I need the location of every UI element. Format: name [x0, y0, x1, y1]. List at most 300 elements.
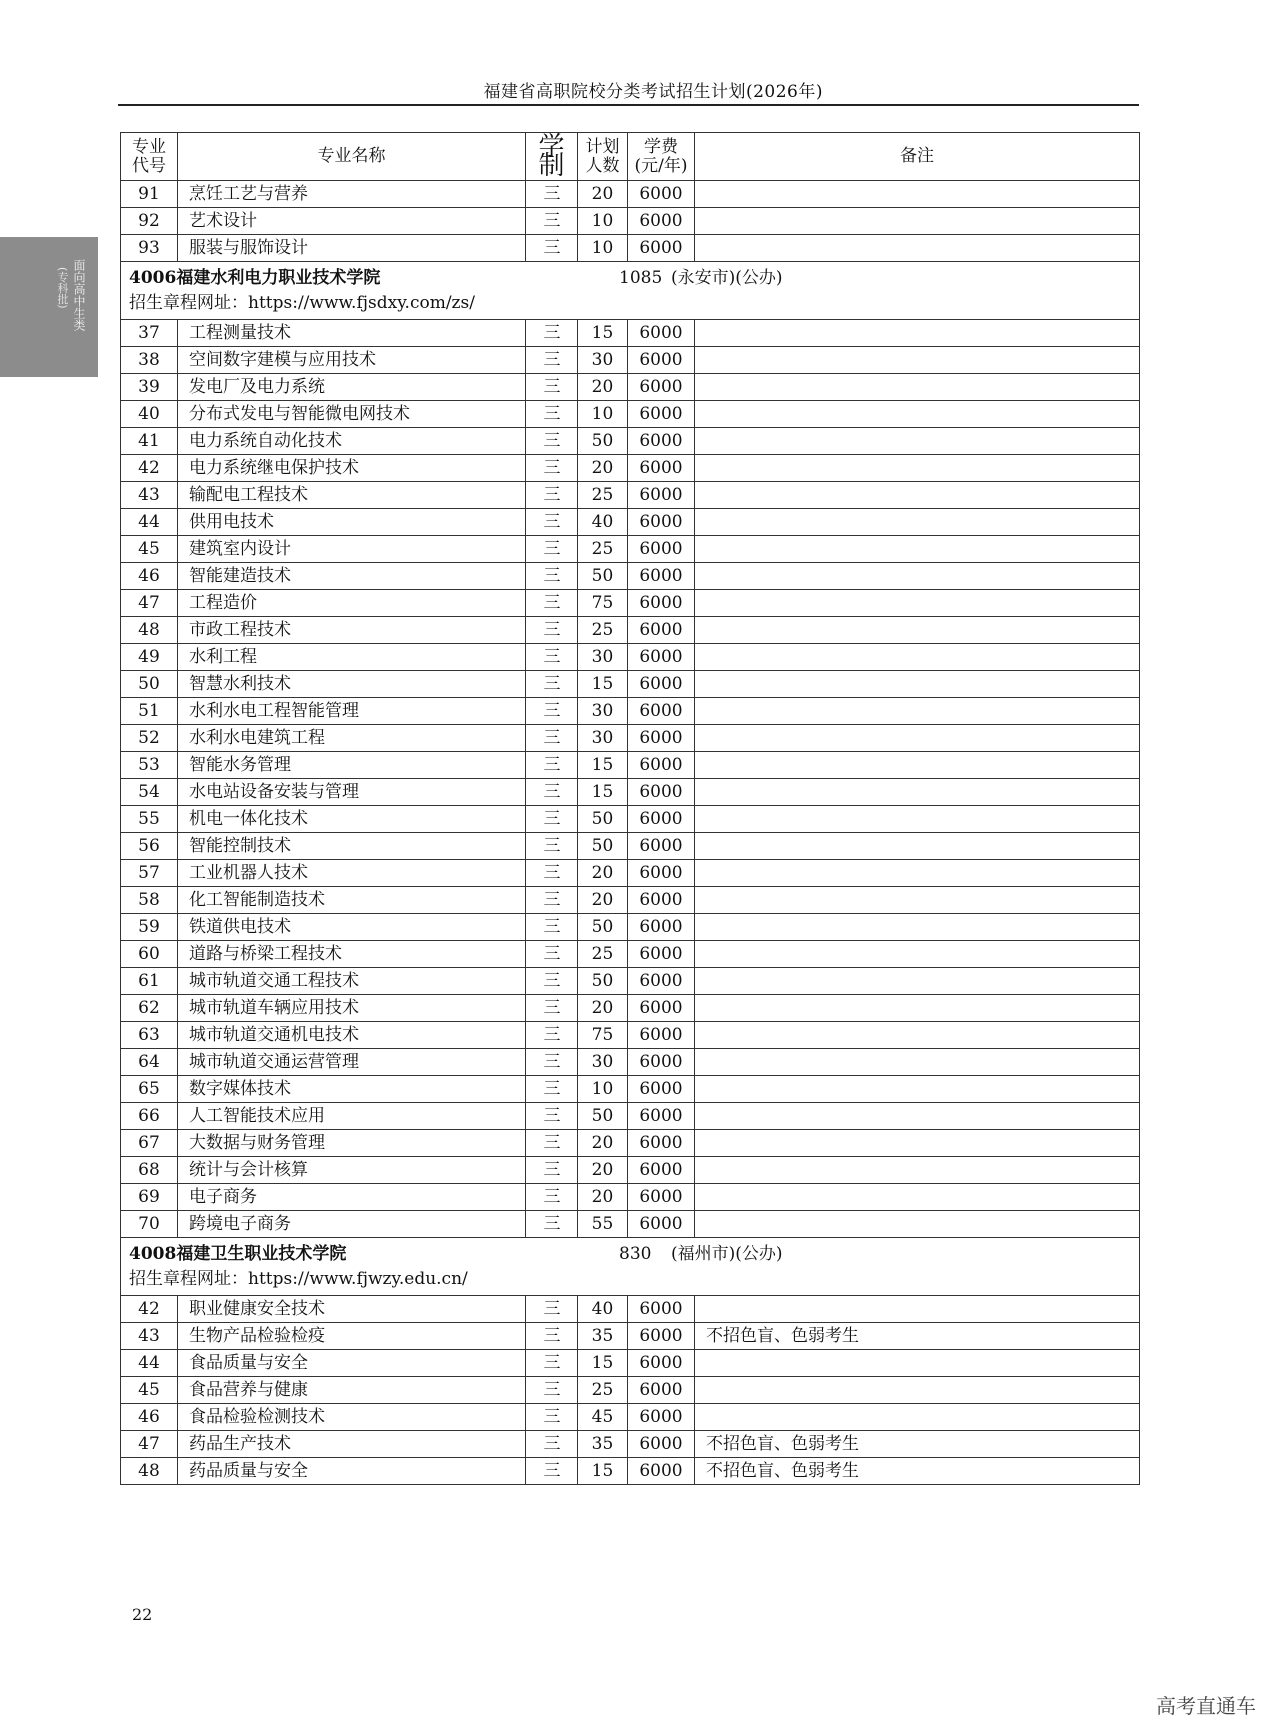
note-cell	[695, 779, 1140, 806]
page-header	[118, 66, 1139, 106]
plan-quota-cell: 10	[578, 1076, 628, 1103]
major-name-cell: 食品检验检测技术	[178, 1404, 526, 1431]
section-side-tab	[0, 237, 98, 377]
side-tab-label: 面向高中生类	[72, 259, 86, 331]
note-cell	[695, 1157, 1140, 1184]
table-row	[121, 860, 1140, 887]
note-cell	[695, 482, 1140, 509]
col-header-duration: 学制	[526, 133, 578, 181]
note-cell	[695, 208, 1140, 235]
table-row	[121, 1157, 1140, 1184]
table-row	[121, 590, 1140, 617]
major-name-cell: 药品质量与安全	[178, 1458, 526, 1485]
major-code-cell: 45	[121, 536, 178, 563]
school-header-row	[121, 262, 1140, 320]
plan-quota-cell: 20	[578, 1130, 628, 1157]
table-row	[121, 374, 1140, 401]
table-row	[121, 235, 1140, 262]
plan-quota-cell: 50	[578, 1103, 628, 1130]
duration-cell: 三	[526, 725, 578, 752]
note-cell	[695, 1211, 1140, 1238]
major-name-cell: 服装与服饰设计	[178, 235, 526, 262]
tuition-cell: 6000	[628, 401, 695, 428]
note-cell	[695, 752, 1140, 779]
note-cell	[695, 347, 1140, 374]
plan-quota-cell: 15	[578, 320, 628, 347]
plan-quota-cell: 20	[578, 1157, 628, 1184]
note-cell	[695, 725, 1140, 752]
tuition-cell: 6000	[628, 914, 695, 941]
duration-cell: 三	[526, 806, 578, 833]
school-name: 4006福建水利电力职业技术学院	[129, 268, 381, 288]
plan-quota-cell: 30	[578, 725, 628, 752]
table-body	[121, 181, 1140, 1485]
table-row	[121, 806, 1140, 833]
plan-quota-cell: 30	[578, 698, 628, 725]
plan-quota-cell: 15	[578, 671, 628, 698]
note-cell: 不招色盲、色弱考生	[695, 1431, 1140, 1458]
major-name-cell: 大数据与财务管理	[178, 1130, 526, 1157]
major-code-cell: 91	[121, 181, 178, 208]
plan-quota-cell: 25	[578, 941, 628, 968]
plan-quota-cell: 15	[578, 1458, 628, 1485]
tuition-cell: 6000	[628, 671, 695, 698]
duration-cell: 三	[526, 428, 578, 455]
major-code-cell: 48	[121, 1458, 178, 1485]
duration-cell: 三	[526, 563, 578, 590]
major-code-cell: 54	[121, 779, 178, 806]
plan-quota-cell: 20	[578, 887, 628, 914]
plan-quota-cell: 30	[578, 644, 628, 671]
duration-cell: 三	[526, 1022, 578, 1049]
tuition-cell: 6000	[628, 235, 695, 262]
table-row	[121, 995, 1140, 1022]
note-cell	[695, 1404, 1140, 1431]
major-code-cell: 39	[121, 374, 178, 401]
plan-quota-cell: 40	[578, 509, 628, 536]
tuition-cell: 6000	[628, 563, 695, 590]
school-info-cell	[121, 1238, 1140, 1296]
note-cell	[695, 617, 1140, 644]
plan-quota-cell: 10	[578, 401, 628, 428]
major-code-cell: 61	[121, 968, 178, 995]
note-cell	[695, 590, 1140, 617]
school-quota: 1085	[619, 268, 663, 288]
tuition-cell: 6000	[628, 617, 695, 644]
school-location: (福州市)(公办)	[671, 1244, 783, 1264]
major-code-cell: 43	[121, 1323, 178, 1350]
major-code-cell: 41	[121, 428, 178, 455]
major-name-cell: 铁道供电技术	[178, 914, 526, 941]
major-name-cell: 食品质量与安全	[178, 1350, 526, 1377]
duration-cell: 三	[526, 698, 578, 725]
duration-cell: 三	[526, 374, 578, 401]
note-cell: 不招色盲、色弱考生	[695, 1323, 1140, 1350]
table-row	[121, 1296, 1140, 1323]
major-code-cell: 46	[121, 1404, 178, 1431]
table-row	[121, 1377, 1140, 1404]
note-cell	[695, 833, 1140, 860]
col-header-tuition: 学费 (元/年)	[628, 133, 695, 181]
tuition-cell: 6000	[628, 995, 695, 1022]
table-row	[121, 1404, 1140, 1431]
plan-quota-cell: 20	[578, 455, 628, 482]
table-row	[121, 482, 1140, 509]
note-cell	[695, 887, 1140, 914]
table-row	[121, 401, 1140, 428]
major-name-cell: 水利水电工程智能管理	[178, 698, 526, 725]
tuition-cell: 6000	[628, 536, 695, 563]
table-row	[121, 671, 1140, 698]
tuition-cell: 6000	[628, 941, 695, 968]
duration-cell: 三	[526, 1350, 578, 1377]
duration-cell: 三	[526, 1049, 578, 1076]
plan-quota-cell: 20	[578, 995, 628, 1022]
tuition-cell: 6000	[628, 833, 695, 860]
table-row	[121, 1350, 1140, 1377]
plan-quota-cell: 15	[578, 1350, 628, 1377]
note-cell	[695, 671, 1140, 698]
duration-cell: 三	[526, 347, 578, 374]
tuition-cell: 6000	[628, 698, 695, 725]
table-row	[121, 1103, 1140, 1130]
table-row	[121, 1049, 1140, 1076]
major-name-cell: 电力系统继电保护技术	[178, 455, 526, 482]
plan-quota-cell: 15	[578, 752, 628, 779]
major-name-cell: 输配电工程技术	[178, 482, 526, 509]
note-cell	[695, 941, 1140, 968]
major-code-cell: 49	[121, 644, 178, 671]
note-cell	[695, 428, 1140, 455]
duration-cell: 三	[526, 1458, 578, 1485]
major-name-cell: 智能水务管理	[178, 752, 526, 779]
plan-quota-cell: 50	[578, 563, 628, 590]
duration-cell: 三	[526, 482, 578, 509]
major-code-cell: 40	[121, 401, 178, 428]
note-cell: 不招色盲、色弱考生	[695, 1458, 1140, 1485]
major-code-cell: 64	[121, 1049, 178, 1076]
major-name-cell: 电子商务	[178, 1184, 526, 1211]
note-cell	[695, 968, 1140, 995]
major-name-cell: 建筑室内设计	[178, 536, 526, 563]
major-name-cell: 智慧水利技术	[178, 671, 526, 698]
major-name-cell: 工程测量技术	[178, 320, 526, 347]
major-name-cell: 城市轨道交通工程技术	[178, 968, 526, 995]
duration-cell: 三	[526, 914, 578, 941]
watermark-text: 高考直通车	[1156, 1694, 1256, 1718]
note-cell	[695, 644, 1140, 671]
note-cell	[695, 1076, 1140, 1103]
major-code-cell: 38	[121, 347, 178, 374]
school-url: 招生章程网址：https://www.fjsdxy.com/zs/	[129, 293, 475, 313]
table-header-row	[121, 133, 1140, 181]
plan-quota-cell: 35	[578, 1431, 628, 1458]
major-name-cell: 供用电技术	[178, 509, 526, 536]
major-name-cell: 药品生产技术	[178, 1431, 526, 1458]
table-row	[121, 1211, 1140, 1238]
note-cell	[695, 806, 1140, 833]
note-cell	[695, 1350, 1140, 1377]
table-row	[121, 1431, 1140, 1458]
duration-cell: 三	[526, 1184, 578, 1211]
duration-cell: 三	[526, 617, 578, 644]
table-row	[121, 563, 1140, 590]
major-name-cell: 数字媒体技术	[178, 1076, 526, 1103]
note-cell	[695, 181, 1140, 208]
table-row	[121, 941, 1140, 968]
table-row	[121, 833, 1140, 860]
school-location: (永安市)(公办)	[671, 268, 783, 288]
major-name-cell: 烹饪工艺与营养	[178, 181, 526, 208]
major-name-cell: 电力系统自动化技术	[178, 428, 526, 455]
duration-cell: 三	[526, 1103, 578, 1130]
major-name-cell: 统计与会计核算	[178, 1157, 526, 1184]
plan-quota-cell: 10	[578, 208, 628, 235]
duration-cell: 三	[526, 320, 578, 347]
duration-cell: 三	[526, 1377, 578, 1404]
major-name-cell: 水电站设备安装与管理	[178, 779, 526, 806]
note-cell	[695, 1184, 1140, 1211]
duration-cell: 三	[526, 644, 578, 671]
tuition-cell: 6000	[628, 482, 695, 509]
table-row	[121, 347, 1140, 374]
major-code-cell: 42	[121, 455, 178, 482]
plan-quota-cell: 55	[578, 1211, 628, 1238]
table-row	[121, 509, 1140, 536]
tuition-cell: 6000	[628, 428, 695, 455]
major-code-cell: 50	[121, 671, 178, 698]
major-code-cell: 58	[121, 887, 178, 914]
note-cell	[695, 1296, 1140, 1323]
tuition-cell: 6000	[628, 1103, 695, 1130]
tuition-cell: 6000	[628, 1076, 695, 1103]
tuition-cell: 6000	[628, 1323, 695, 1350]
major-name-cell: 空间数字建模与应用技术	[178, 347, 526, 374]
plan-quota-cell: 25	[578, 617, 628, 644]
note-cell	[695, 1103, 1140, 1130]
tuition-cell: 6000	[628, 1458, 695, 1485]
major-name-cell: 艺术设计	[178, 208, 526, 235]
table-row	[121, 208, 1140, 235]
note-cell	[695, 235, 1140, 262]
plan-quota-cell: 20	[578, 1184, 628, 1211]
major-code-cell: 59	[121, 914, 178, 941]
plan-quota-cell: 20	[578, 860, 628, 887]
table-row	[121, 725, 1140, 752]
plan-quota-cell: 75	[578, 1022, 628, 1049]
tuition-cell: 6000	[628, 374, 695, 401]
table-row	[121, 181, 1140, 208]
tuition-cell: 6000	[628, 644, 695, 671]
duration-cell: 三	[526, 536, 578, 563]
col-header-note: 备注	[695, 133, 1140, 181]
note-cell	[695, 455, 1140, 482]
tuition-cell: 6000	[628, 455, 695, 482]
major-code-cell: 57	[121, 860, 178, 887]
plan-quota-cell: 25	[578, 536, 628, 563]
tuition-cell: 6000	[628, 806, 695, 833]
plan-quota-cell: 40	[578, 1296, 628, 1323]
table-row	[121, 1130, 1140, 1157]
duration-cell: 三	[526, 401, 578, 428]
plan-quota-cell: 25	[578, 1377, 628, 1404]
major-name-cell: 发电厂及电力系统	[178, 374, 526, 401]
tuition-cell: 6000	[628, 590, 695, 617]
major-code-cell: 52	[121, 725, 178, 752]
major-code-cell: 53	[121, 752, 178, 779]
duration-cell: 三	[526, 860, 578, 887]
major-code-cell: 48	[121, 617, 178, 644]
school-quota: 830	[619, 1244, 652, 1264]
note-cell	[695, 320, 1140, 347]
note-cell	[695, 563, 1140, 590]
major-name-cell: 工业机器人技术	[178, 860, 526, 887]
school-name: 4008福建卫生职业技术学院	[129, 1244, 347, 1264]
note-cell	[695, 860, 1140, 887]
major-code-cell: 92	[121, 208, 178, 235]
tuition-cell: 6000	[628, 1049, 695, 1076]
table-row	[121, 887, 1140, 914]
duration-cell: 三	[526, 455, 578, 482]
major-name-cell: 市政工程技术	[178, 617, 526, 644]
major-code-cell: 60	[121, 941, 178, 968]
major-code-cell: 68	[121, 1157, 178, 1184]
duration-cell: 三	[526, 509, 578, 536]
major-name-cell: 城市轨道交通机电技术	[178, 1022, 526, 1049]
tuition-cell: 6000	[628, 887, 695, 914]
col-header-code: 专业 代号	[121, 133, 178, 181]
plan-quota-cell: 20	[578, 181, 628, 208]
major-name-cell: 工程造价	[178, 590, 526, 617]
major-code-cell: 70	[121, 1211, 178, 1238]
tuition-cell: 6000	[628, 1404, 695, 1431]
plan-quota-cell: 35	[578, 1323, 628, 1350]
duration-cell: 三	[526, 1323, 578, 1350]
col-header-major: 专业名称	[178, 133, 526, 181]
major-code-cell: 55	[121, 806, 178, 833]
duration-cell: 三	[526, 1211, 578, 1238]
plan-quota-cell: 50	[578, 806, 628, 833]
major-code-cell: 56	[121, 833, 178, 860]
table-row	[121, 779, 1140, 806]
plan-quota-cell: 30	[578, 1049, 628, 1076]
table-row	[121, 1323, 1140, 1350]
tuition-cell: 6000	[628, 725, 695, 752]
plan-quota-cell: 75	[578, 590, 628, 617]
major-name-cell: 生物产品检验检疫	[178, 1323, 526, 1350]
note-cell	[695, 698, 1140, 725]
tuition-cell: 6000	[628, 1377, 695, 1404]
tuition-cell: 6000	[628, 347, 695, 374]
page-title: 福建省高职院校分类考试招生计划(2026年)	[483, 82, 823, 102]
major-code-cell: 45	[121, 1377, 178, 1404]
table-row	[121, 914, 1140, 941]
duration-cell: 三	[526, 1404, 578, 1431]
duration-cell: 三	[526, 1296, 578, 1323]
tuition-cell: 6000	[628, 1022, 695, 1049]
major-name-cell: 智能控制技术	[178, 833, 526, 860]
duration-cell: 三	[526, 1130, 578, 1157]
major-code-cell: 46	[121, 563, 178, 590]
major-name-cell: 城市轨道交通运营管理	[178, 1049, 526, 1076]
table-row	[121, 698, 1140, 725]
table-row	[121, 1184, 1140, 1211]
duration-cell: 三	[526, 779, 578, 806]
table-row	[121, 320, 1140, 347]
duration-cell: 三	[526, 208, 578, 235]
major-name-cell: 跨境电子商务	[178, 1211, 526, 1238]
school-info-cell	[121, 262, 1140, 320]
tuition-cell: 6000	[628, 1130, 695, 1157]
plan-quota-cell: 30	[578, 347, 628, 374]
side-tab-sublabel: (专科批)	[56, 267, 69, 309]
major-code-cell: 93	[121, 235, 178, 262]
tuition-cell: 6000	[628, 509, 695, 536]
tuition-cell: 6000	[628, 181, 695, 208]
duration-cell: 三	[526, 887, 578, 914]
major-code-cell: 42	[121, 1296, 178, 1323]
major-name-cell: 水利工程	[178, 644, 526, 671]
tuition-cell: 6000	[628, 1431, 695, 1458]
tuition-cell: 6000	[628, 968, 695, 995]
major-code-cell: 43	[121, 482, 178, 509]
major-code-cell: 47	[121, 590, 178, 617]
page-number: 22	[132, 1605, 153, 1624]
plan-quota-cell: 50	[578, 968, 628, 995]
duration-cell: 三	[526, 941, 578, 968]
table-row	[121, 455, 1140, 482]
duration-cell: 三	[526, 1157, 578, 1184]
major-code-cell: 65	[121, 1076, 178, 1103]
plan-quota-cell: 10	[578, 235, 628, 262]
major-name-cell: 化工智能制造技术	[178, 887, 526, 914]
duration-cell: 三	[526, 968, 578, 995]
tuition-cell: 6000	[628, 1211, 695, 1238]
note-cell	[695, 1377, 1140, 1404]
table-row	[121, 617, 1140, 644]
major-code-cell: 63	[121, 1022, 178, 1049]
tuition-cell: 6000	[628, 1296, 695, 1323]
enrollment-plan-table	[120, 132, 1140, 1485]
plan-quota-cell: 25	[578, 482, 628, 509]
duration-cell: 三	[526, 752, 578, 779]
duration-cell: 三	[526, 181, 578, 208]
duration-cell: 三	[526, 833, 578, 860]
table-row	[121, 1458, 1140, 1485]
duration-cell: 三	[526, 671, 578, 698]
major-name-cell: 水利水电建筑工程	[178, 725, 526, 752]
duration-cell: 三	[526, 235, 578, 262]
note-cell	[695, 509, 1140, 536]
tuition-cell: 6000	[628, 208, 695, 235]
major-code-cell: 67	[121, 1130, 178, 1157]
table-row	[121, 536, 1140, 563]
note-cell	[695, 374, 1140, 401]
table-row	[121, 644, 1140, 671]
table-row	[121, 752, 1140, 779]
note-cell	[695, 1130, 1140, 1157]
major-code-cell: 69	[121, 1184, 178, 1211]
major-name-cell: 分布式发电与智能微电网技术	[178, 401, 526, 428]
tuition-cell: 6000	[628, 1157, 695, 1184]
major-code-cell: 62	[121, 995, 178, 1022]
major-name-cell: 城市轨道车辆应用技术	[178, 995, 526, 1022]
plan-quota-cell: 50	[578, 833, 628, 860]
major-code-cell: 47	[121, 1431, 178, 1458]
major-name-cell: 人工智能技术应用	[178, 1103, 526, 1130]
tuition-cell: 6000	[628, 860, 695, 887]
tuition-cell: 6000	[628, 779, 695, 806]
